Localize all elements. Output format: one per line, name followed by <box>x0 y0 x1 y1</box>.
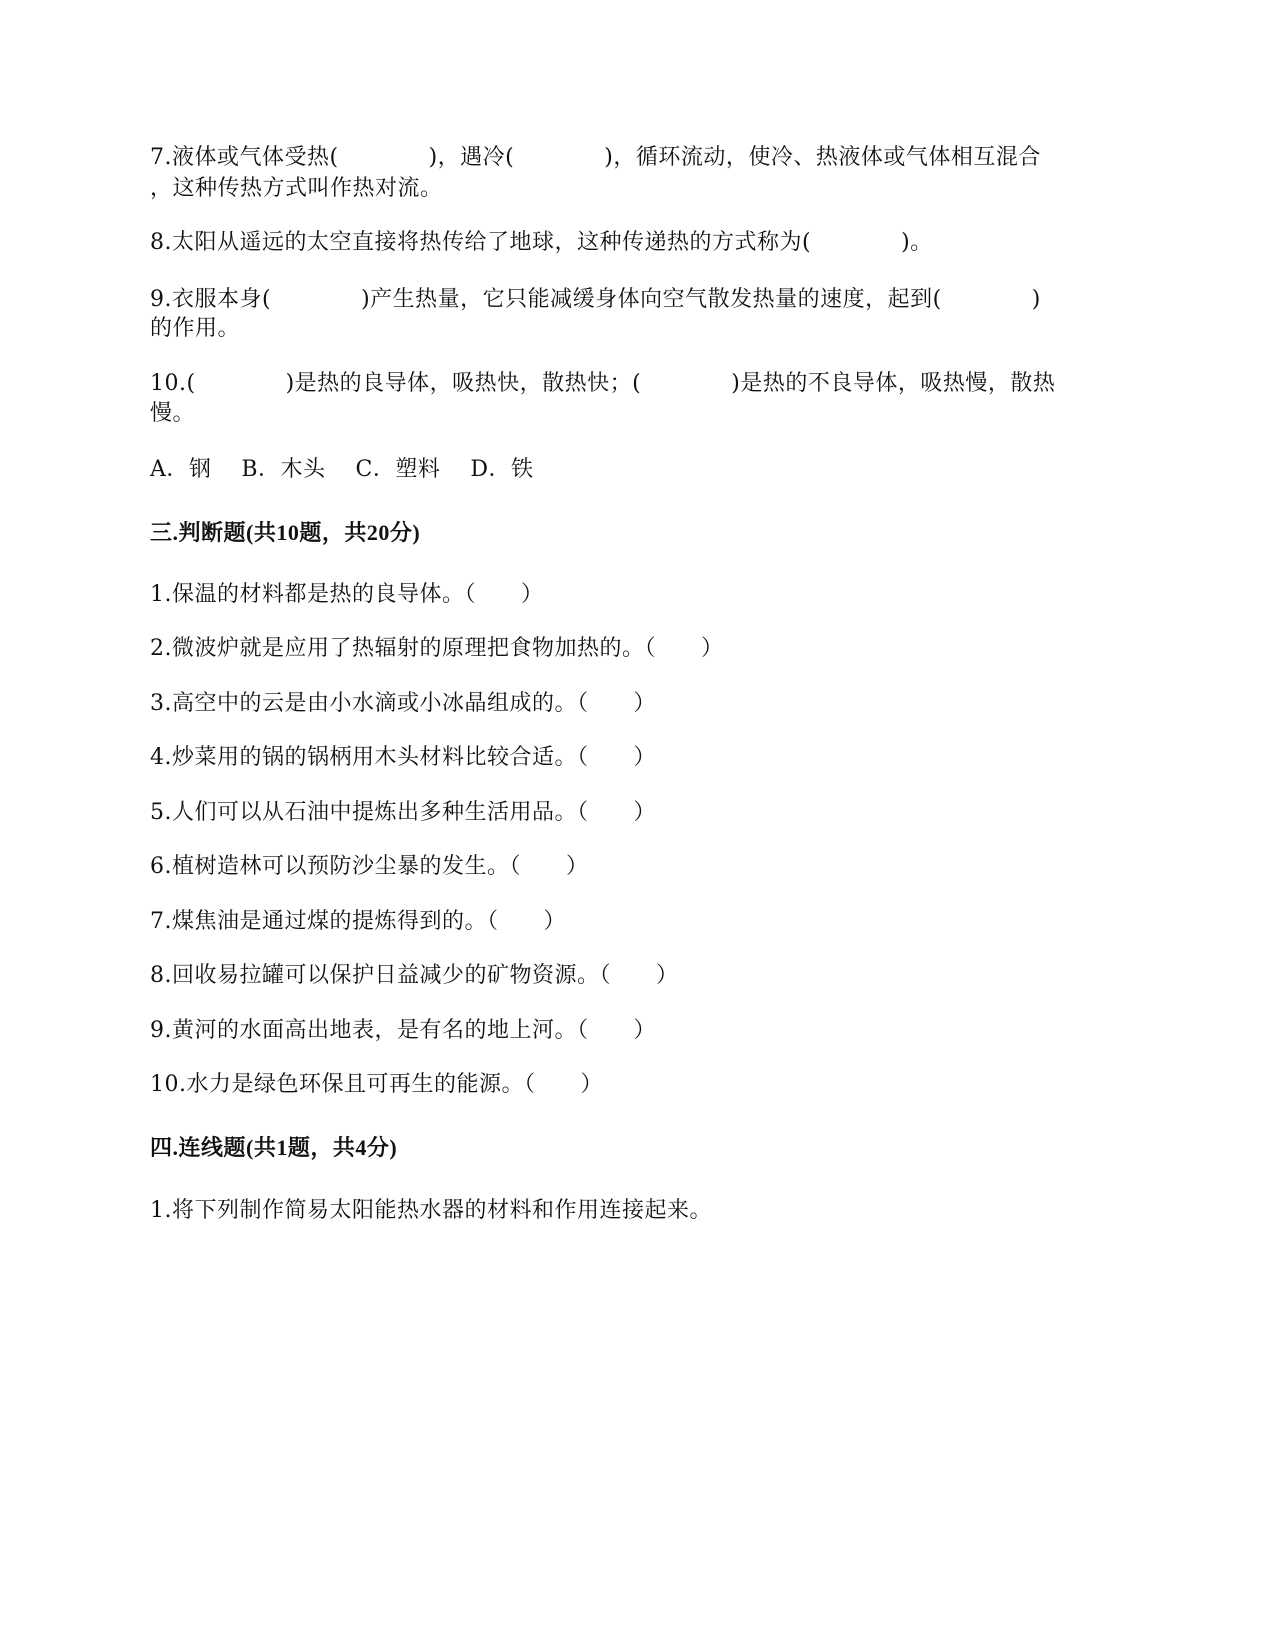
fill-question-9-line-2: 的作用。 <box>150 316 241 341</box>
answer-options: A．钢 B．木头 C．塑料 D．铁 <box>150 457 534 482</box>
fill-question-8: 8.太阳从遥远的太空直接将热传给了地球，这种传递热的方式称为( )。 <box>150 230 933 255</box>
judge-question-6: 6.植树造林可以预防沙尘暴的发生。（ ） <box>150 854 589 879</box>
judge-question-3: 3.高空中的云是由小水滴或小冰晶组成的。（ ） <box>150 691 656 716</box>
judge-question-2: 2.微波炉就是应用了热辐射的原理把食物加热的。（ ） <box>150 636 724 661</box>
judge-question-10: 10.水力是绿色环保且可再生的能源。（ ） <box>150 1072 603 1097</box>
fill-question-7-line-2: ，这种传热方式叫作热对流。 <box>150 176 443 201</box>
fill-question-10-line-1: 10.( )是热的良导体，吸热快，散热快；( )是热的不良导体，吸热慢，散热 <box>150 371 1056 396</box>
judge-question-4: 4.炒菜用的锅的锅柄用木头材料比较合适。（ ） <box>150 745 656 770</box>
matching-question-1: 1.将下列制作简易太阳能热水器的材料和作用连接起来。 <box>150 1198 712 1223</box>
fill-question-7-line-1: 7.液体或气体受热( )，遇冷( )，循环流动，使冷、热液体或气体相互混合 <box>150 145 1041 170</box>
judge-question-5: 5.人们可以从石油中提炼出多种生活用品。（ ） <box>150 800 656 825</box>
section-4-heading: 四.连线题(共1题，共4分) <box>150 1135 398 1160</box>
judge-question-7: 7.煤焦油是通过煤的提炼得到的。（ ） <box>150 909 566 934</box>
fill-question-10-line-2: 慢。 <box>150 401 196 426</box>
section-3-heading: 三.判断题(共10题，共20分) <box>150 520 421 545</box>
judge-question-9: 9.黄河的水面高出地表，是有名的地上河。（ ） <box>150 1018 656 1043</box>
judge-question-1: 1.保温的材料都是热的良导体。（ ） <box>150 582 544 607</box>
judge-question-8: 8.回收易拉罐可以保护日益减少的矿物资源。（ ） <box>150 963 679 988</box>
fill-question-9-line-1: 9.衣服本身( )产生热量，它只能减缓身体向空气散发热量的速度，起到( ) <box>150 287 1041 312</box>
